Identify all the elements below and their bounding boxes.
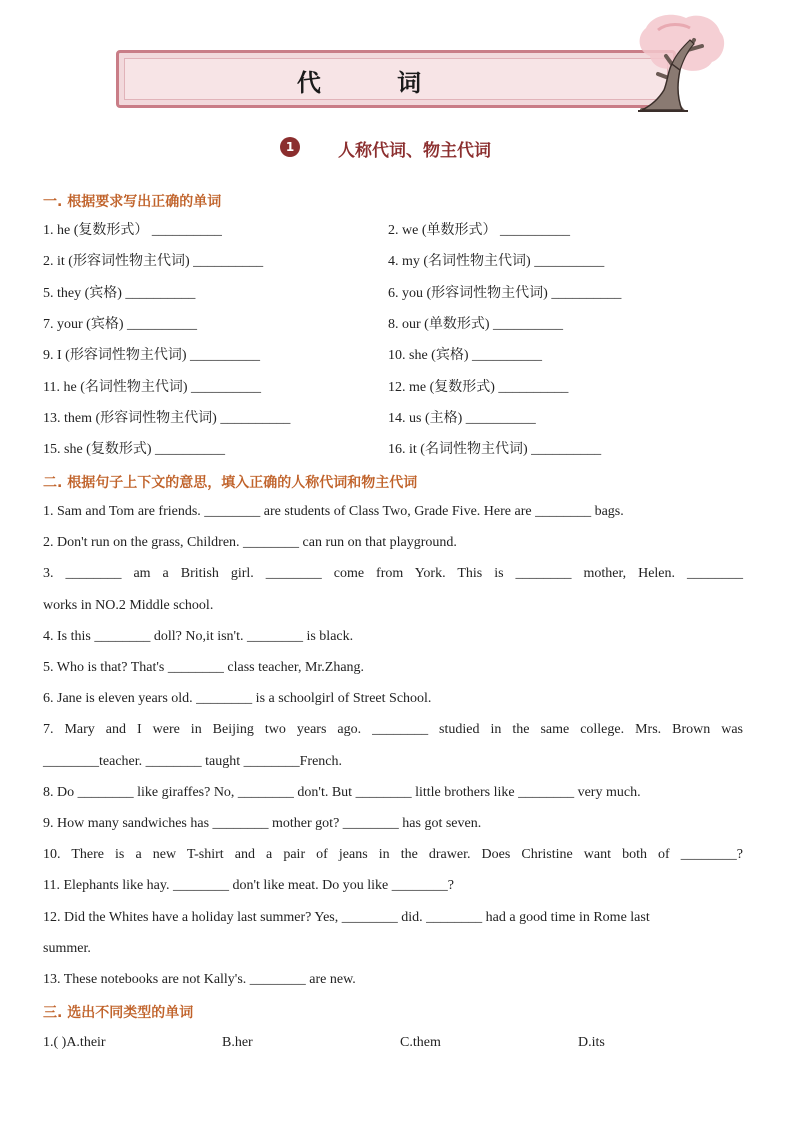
part1-item: 12. me (复数形式) __________ <box>388 379 569 395</box>
part2-line: 8. Do ________ like giraffes? No, ________ don't. But ________ little brothers like ________ very much. <box>43 784 641 800</box>
part2-line: 13. These notebooks are not Kally's. ________ are new. <box>43 972 356 987</box>
tree-icon <box>628 10 728 114</box>
part3-option-d: D.its <box>578 1035 605 1050</box>
part2-line: works in NO.2 Middle school. <box>43 597 214 613</box>
part1-item: 5. they (宾格) __________ <box>43 285 196 301</box>
part3-option-b: B.her <box>222 1035 253 1050</box>
part1-item: 11. he (名词性物主代词) __________ <box>43 379 262 395</box>
part1-item: 2. we (单数形式） __________ <box>388 223 570 238</box>
part2-heading: 二. 根据句子上下文的意思，填入正确的人称代词和物主代词 <box>43 475 418 491</box>
section-number-badge: 1 <box>280 137 300 157</box>
part1-heading: 一. 根据要求写出正确的单词 <box>43 194 222 210</box>
part2-line: 2. Don't run on the grass, Children. ________ can run on that playground. <box>43 535 457 551</box>
section-title: 人称代词、物主代词 <box>338 141 491 161</box>
part1-item: 16. it (名词性物主代词) __________ <box>388 442 602 458</box>
part1-item: 15. she (复数形式) __________ <box>43 442 225 458</box>
part2-line: 11. Elephants like hay. ________ don't like meat. Do you like ________? <box>43 878 454 894</box>
part1-item: 9. I (形容词性物主代词) __________ <box>43 348 260 364</box>
part1-item: 14. us (主格) __________ <box>388 410 536 426</box>
part1-item: 7. your (宾格) __________ <box>43 316 197 332</box>
part3-question-label: 1.( )A.their <box>43 1035 106 1050</box>
part2-line: 9. How many sandwiches has ________ mother got? ________ has got seven. <box>43 816 482 831</box>
part2-line: 6. Jane is eleven years old. ________ is a schoolgirl of Street School. <box>43 691 432 707</box>
part1-item: 1. he (复数形式） __________ <box>43 223 222 238</box>
part2-line: summer. <box>43 940 91 956</box>
part1-item: 4. my (名词性物主代词) __________ <box>388 254 605 270</box>
part1-item: 10. she (宾格) __________ <box>388 348 542 364</box>
part2-line: ________teacher. ________ taught ________French. <box>43 753 343 769</box>
part2-line: 12. Did the Whites have a holiday last summer? Yes, ________ did. ________ had a good time in Rome last <box>43 909 650 925</box>
part3-option-c: C.them <box>400 1035 441 1050</box>
part2-line: 7. Mary and I were in Beijing two years ago. ________ studied in the same college. Mrs. Brown was <box>43 722 743 738</box>
part2-line: 3. ________ am a British girl. ________ come from York. This is ________ mother, Helen. ________ <box>43 566 743 582</box>
part3-heading: 三. 选出不同类型的单词 <box>43 1005 194 1021</box>
part2-line: 4. Is this ________ doll? No,it isn't. ________ is black. <box>43 628 354 644</box>
part1-item: 2. it (形容词性物主代词) __________ <box>43 254 264 270</box>
part1-item: 6. you (形容词性物主代词) __________ <box>388 285 622 301</box>
part2-line: 5. Who is that? That's ________ class teacher, Mr.Zhang. <box>43 660 365 675</box>
part1-item: 13. them (形容词性物主代词) __________ <box>43 410 291 426</box>
part2-line: 1. Sam and Tom are friends. ________ are students of Class Two, Grade Five. Here are ________ bags. <box>43 504 624 519</box>
title-banner <box>116 50 676 108</box>
page-title: 代 词 <box>296 69 456 97</box>
part2-line: 10. There is a new T-shirt and a pair of jeans in the drawer. Does Christine want both of ________? <box>43 847 743 863</box>
part1-item: 8. our (单数形式) __________ <box>388 316 563 332</box>
